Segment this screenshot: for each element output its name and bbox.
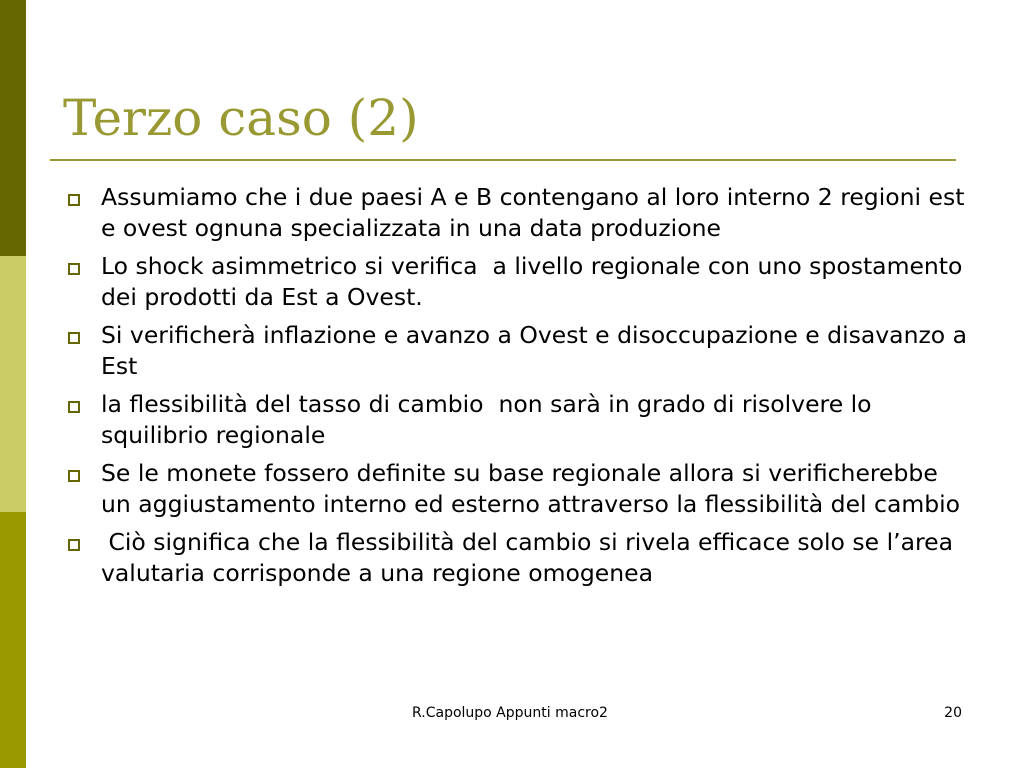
footer-author: R.Capolupo Appunti macro2 — [412, 705, 608, 721]
hollow-square-bullet-icon — [68, 263, 80, 275]
bullet-text: la flessibilità del tasso di cambio non sarà in grado di risolvere lo squilibrio regionale — [101, 390, 880, 449]
side-bar-top — [0, 0, 26, 256]
bullet-text: Si verificherà inflazione e avanzo a Ovest e disoccupazione e disavanzo a Est — [101, 321, 975, 380]
bullet-item — [68, 251, 968, 313]
bullet-text: Ciò significa che la flessibilità del cambio si rivela efficace solo se l’area valutaria corrisponde a una regione omogenea — [101, 528, 961, 587]
bullet-text: Se le monete fossero definite su base regionale allora si verificherebbe un aggiustamento interno ed esterno attraverso la flessibilità del cambio — [101, 459, 961, 518]
hollow-square-bullet-icon — [68, 332, 80, 344]
side-bar-middle — [0, 256, 26, 512]
slide-title: Terzo caso (2) — [63, 89, 419, 147]
bullet-item — [68, 320, 975, 382]
bullet-text: Assumiamo che i due paesi A e B contengano al loro interno 2 regioni est e ovest ognuna specializzata in una data produzione — [101, 183, 972, 242]
hollow-square-bullet-icon — [68, 194, 80, 206]
bullet-text: Lo shock asimmetrico si verifica a livello regionale con uno spostamento dei prodotti da Est a Ovest. — [101, 252, 970, 311]
bullet-item — [68, 458, 968, 520]
hollow-square-bullet-icon — [68, 401, 80, 413]
hollow-square-bullet-icon — [68, 539, 80, 551]
slide-number: 20 — [944, 705, 962, 721]
side-bar-bottom — [0, 512, 26, 768]
bullet-list — [68, 182, 975, 596]
title-divider — [50, 159, 956, 161]
bullet-item — [68, 389, 968, 451]
bullet-item — [68, 527, 968, 589]
bullet-item — [68, 182, 972, 244]
hollow-square-bullet-icon — [68, 470, 80, 482]
